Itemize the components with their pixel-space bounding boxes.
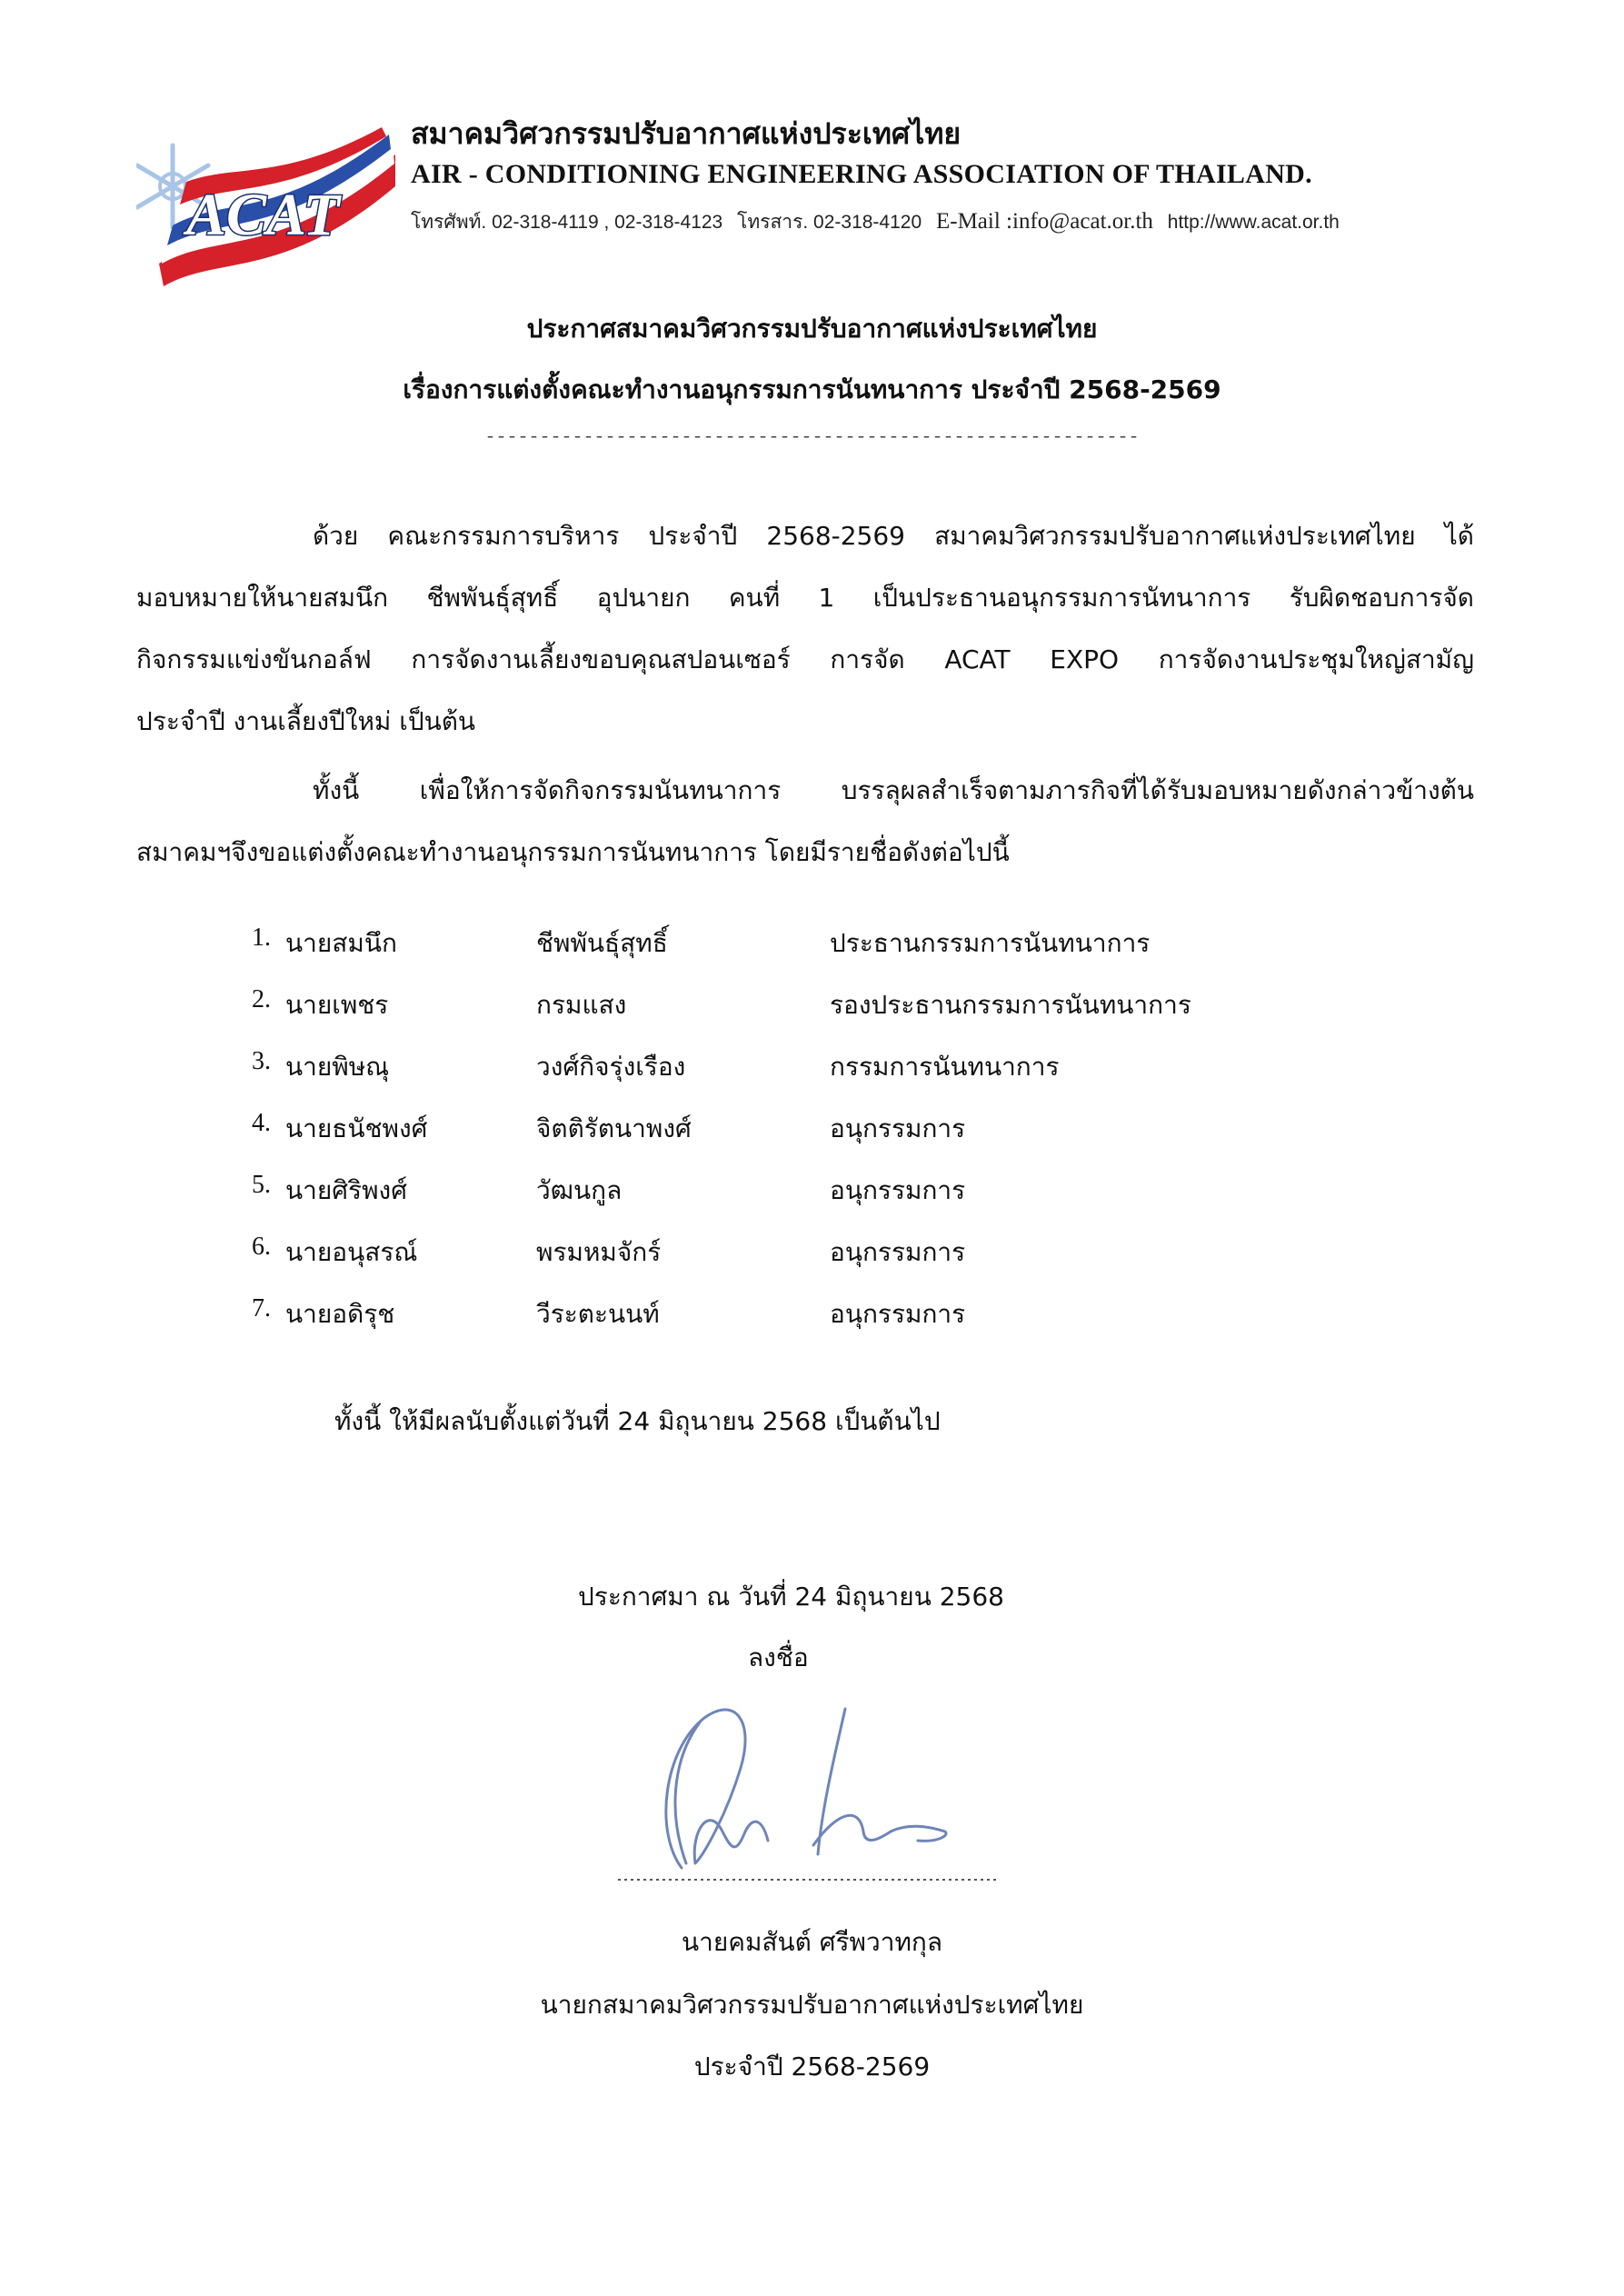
member-role: อนุกรรมการ	[830, 1113, 966, 1143]
member-last-name: จิตติรัตนาพงศ์	[536, 1113, 692, 1143]
member-row	[234, 1294, 1325, 1340]
member-role: รองประธานกรรมการนันทนาการ	[830, 990, 1191, 1020]
phone-numbers: โทรศัพท์. 02-318-4119 , 02-318-4123	[411, 212, 723, 233]
member-first-name: นายอดิรุช	[285, 1299, 395, 1329]
fax-number: โทรสาร. 02-318-4120	[737, 212, 922, 233]
paragraph-1-line-1: ด้วย คณะกรรมการบริหาร ประจำปี 2568-2569 สมาคมวิศวกรรมปรับอากาศแห่งประเทศไทย ได้	[313, 521, 1474, 551]
member-role: กรรมการนันทนาการ	[830, 1052, 1060, 1082]
org-name-english: AIR - CONDITIONING ENGINEERING ASSOCIATION OF THAILAND.	[411, 159, 1312, 189]
announcement-date: ประกาศมา ณ วันที่ 24 มิถุนายน 2568	[578, 1582, 1004, 1612]
member-row	[234, 1047, 1325, 1093]
member-role: อนุกรรมการ	[830, 1175, 966, 1205]
member-number: 3.	[252, 1047, 271, 1075]
member-role: อนุกรรมการ	[830, 1237, 966, 1267]
member-row	[234, 1171, 1325, 1216]
signature	[618, 1695, 1000, 1886]
acat-logo	[136, 127, 400, 291]
member-row	[234, 923, 1325, 969]
member-row	[234, 1109, 1325, 1154]
member-first-name: นายสมนึก	[285, 928, 397, 958]
paragraph-2-line-2: สมาคมฯจึงขอแต่งตั้งคณะทำงานอนุกรรมการนันทนาการ โดยมีรายชื่อดังต่อไปนี้	[136, 837, 1010, 867]
member-last-name: กรมแสง	[536, 990, 627, 1020]
member-first-name: นายธนัชพงศ์	[285, 1113, 428, 1143]
paragraph-1-line-4: ประจำปี งานเลี้ยงปีใหม่ เป็นต้น	[136, 706, 476, 736]
member-row	[234, 1233, 1325, 1278]
announcement-subject: เรื่องการแต่งตั้งคณะทำงานอนุกรรมการนันทนาการ ประจำปี 2568-2569	[403, 374, 1221, 404]
member-last-name: วงศ์กิจรุ่งเรือง	[536, 1052, 686, 1082]
member-number: 4.	[252, 1109, 271, 1137]
member-number: 5.	[252, 1171, 271, 1199]
member-last-name: พรมหมจักร์	[536, 1237, 662, 1267]
signer-name: นายคมสันต์ ศรีพวาทกุล	[681, 1927, 943, 1957]
signed-label: ลงชื่อ	[748, 1642, 809, 1672]
paragraph-1-line-3: กิจกรรมแข่งขันกอล์ฟ การจัดงานเลี้ยงขอบคุณสปอนเซอร์ การจัด ACAT EXPO การจัดงานประชุมใหญ่สามัญ	[136, 644, 1474, 674]
member-number: 1.	[252, 923, 271, 952]
member-last-name: วีระตะนนท์	[536, 1299, 660, 1329]
contact-line	[411, 207, 1349, 237]
signer-term: ประจำปี 2568-2569	[693, 2051, 931, 2081]
member-last-name: วัฒนกูล	[536, 1175, 623, 1205]
signer-title: นายกสมาคมวิศวกรรมปรับอากาศแห่งประเทศไทย	[540, 1990, 1084, 2020]
member-role: ประธานกรรมการนันทนาการ	[830, 928, 1151, 958]
member-role: อนุกรรมการ	[830, 1299, 966, 1329]
member-number: 7.	[252, 1294, 271, 1323]
announcement-title: ประกาศสมาคมวิศวกรรมปรับอากาศแห่งประเทศไทย	[526, 314, 1098, 344]
email-address[interactable]: E-Mail :info@acat.or.th	[935, 209, 1153, 234]
member-first-name: นายพิษณุ	[285, 1052, 390, 1082]
member-row	[234, 985, 1325, 1031]
website-link[interactable]: http://www.acat.or.th	[1167, 212, 1340, 233]
member-first-name: นายศิริพงศ์	[285, 1175, 407, 1205]
paragraph-1-line-2: มอบหมายให้นายสมนึก ชีพพันธุ์สุทธิ์ อุปนายก คนที่ 1 เป็นประธานอนุกรรมการนัทนาการ รับผิดชอบการจัด	[136, 583, 1474, 613]
paragraph-2-line-1: ทั้งนี้ เพื่อให้การจัดกิจกรรมนันทนาการ บรรลุผลสำเร็จตามภารกิจที่ได้รับมอบหมายดังกล่าวข้างต้น	[313, 775, 1474, 805]
member-first-name: นายเพชร	[285, 990, 389, 1020]
org-name-thai: สมาคมวิศวกรรมปรับอากาศแห่งประเทศไทย	[411, 116, 961, 151]
title-divider: ------------------------------------------------------------	[484, 427, 1140, 448]
member-number: 6.	[252, 1233, 271, 1261]
member-last-name: ชีพพันธุ์สุทธิ์	[536, 928, 668, 958]
member-number: 2.	[252, 985, 271, 1013]
logo-text: ACAT	[186, 182, 340, 248]
effective-date: ทั้งนี้ ให้มีผลนับตั้งแต่วันที่ 24 มิถุนายน 2568 เป็นต้นไป	[334, 1406, 941, 1436]
member-first-name: นายอนุสรณ์	[285, 1237, 418, 1267]
